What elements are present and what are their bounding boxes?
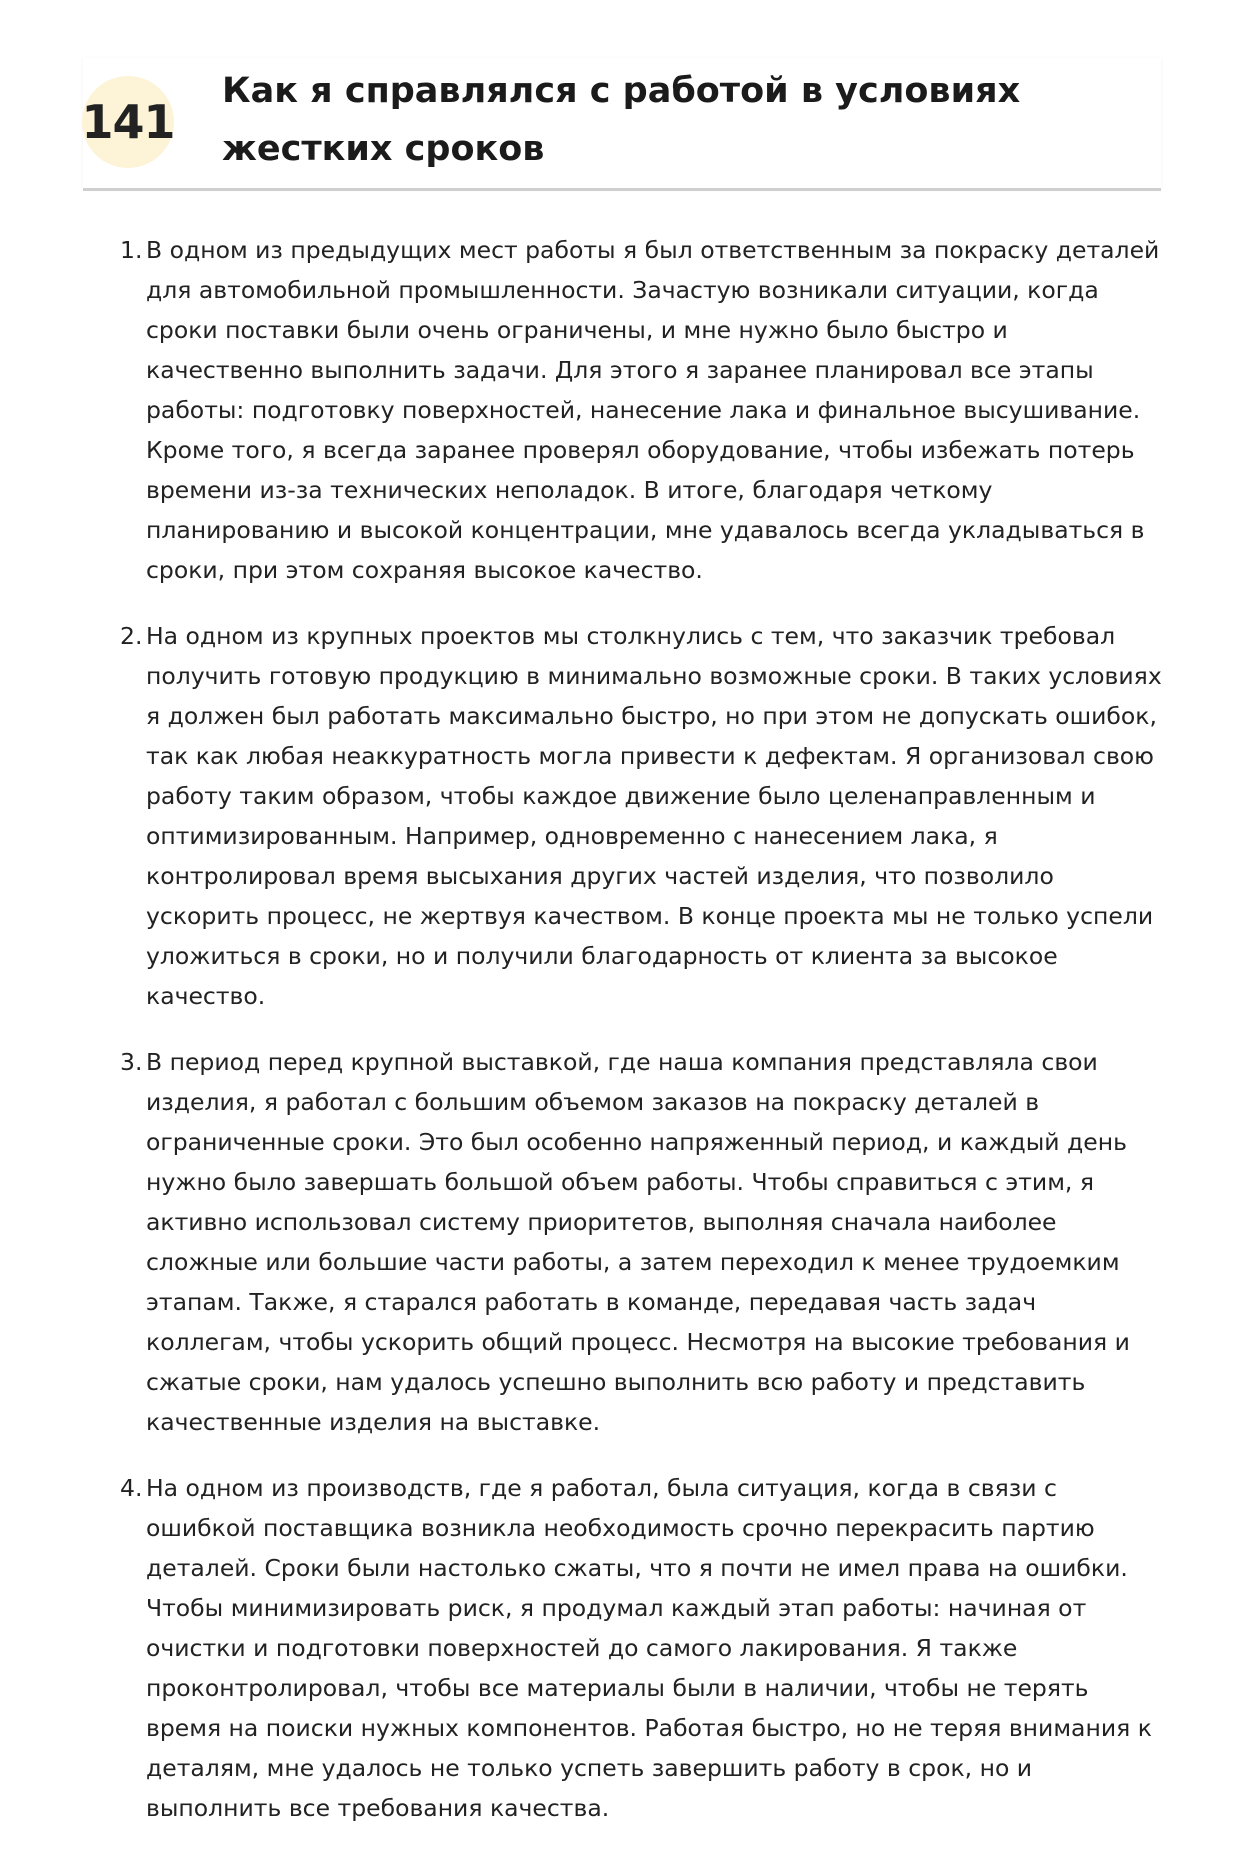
- answer-item: [120, 1468, 1165, 1828]
- answer-text: На одном из крупных проектов мы столкнулись с тем, что заказчик требовал получить готовую продукцию в минимально возможные сроки. В таких условиях я должен был работать максимально быстро, но при этом не допускать ошибок, так как любая неаккуратность могла привести к дефектам. Я организовал свою работу таким образом, чтобы каждое движение было целенаправленным и оптимизированным. Например, одновременно с нанесением лака, я контролировал время высыхания других частей изделия, что позволило ускорить процесс, не жертвуя качеством. В конце проекта мы не только успели уложиться в сроки, но и получили благодарность от клиента за высокое качество.: [146, 622, 1162, 1010]
- answer-number: 2.: [120, 622, 143, 650]
- answers-section: [120, 230, 1165, 1854]
- answer-item: [120, 1042, 1165, 1442]
- header-divider: [83, 188, 1161, 191]
- answer-item: [120, 616, 1165, 1016]
- answer-number: 1.: [120, 236, 143, 264]
- answer-number: 4.: [120, 1474, 143, 1502]
- answer-item: [120, 230, 1165, 590]
- answer-text: В период перед крупной выставкой, где наша компания представляла свои изделия, я работал с большим объемом заказов на покраску деталей в ограниченные сроки. Это был особенно напряженный период, и каждый день нужно было завершать большой объем работы. Чтобы справиться с этим, я активно использовал систему приоритетов, выполняя сначала наиболее сложные или большие части работы, а затем переходил к менее трудоемким этапам. Также, я старался работать в команде, передавая часть задач коллегам, чтобы ускорить общий процесс. Несмотря на высокие требования и сжатые сроки, нам удалось успешно выполнить всю работу и представить качественные изделия на выставке.: [146, 1048, 1130, 1436]
- question-title: Как я справлялся с работой в условиях жестких сроков: [222, 71, 1021, 169]
- answer-text: В одном из предыдущих мест работы я был ответственным за покраску деталей для автомобильной промышленности. Зачастую возникали ситуации, когда сроки поставки были очень ограничены, и мне нужно было быстро и качественно выполнить задачи. Для этого я заранее планировал все этапы работы: подготовку поверхностей, нанесение лака и финальное высушивание. Кроме того, я всегда заранее проверял оборудование, чтобы избежать потерь времени из-за технических неполадок. В итоге, благодаря четкому планированию и высокой концентрации, мне удавалось всегда укладываться в сроки, при этом сохраняя высокое качество.: [146, 236, 1160, 584]
- answers-list: [120, 230, 1165, 1828]
- answer-number: 3.: [120, 1048, 143, 1076]
- question-number-badge: 141: [82, 76, 174, 168]
- answer-text: На одном из производств, где я работал, была ситуация, когда в связи с ошибкой поставщика возникла необходимость срочно перекрасить партию деталей. Сроки были настолько сжаты, что я почти не имел права на ошибки. Чтобы минимизировать риск, я продумал каждый этап работы: начиная от очистки и подготовки поверхностей до самого лакирования. Я также проконтролировал, чтобы все материалы были в наличии, чтобы не терять время на поиски нужных компонентов. Работая быстро, но не теряя внимания к деталям, мне удалось не только успеть завершить работу в срок, но и выполнить все требования качества.: [146, 1474, 1152, 1822]
